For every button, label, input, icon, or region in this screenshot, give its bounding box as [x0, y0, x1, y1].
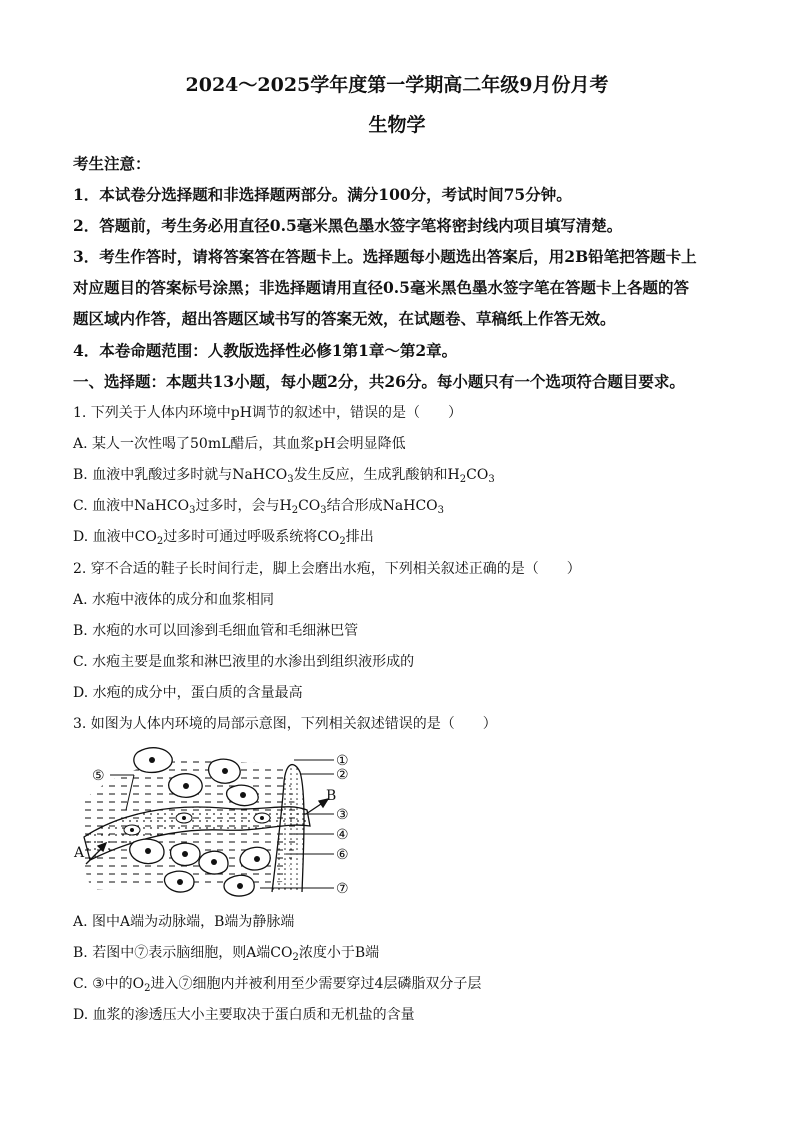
cell-nucleus: [237, 883, 243, 889]
q3-option-a: A. 图中A端为动脉端，B端为静脉端: [73, 914, 295, 930]
q2-option-c: C. 水疱主要是血浆和淋巴液里的水渗出到组织液形成的: [73, 654, 415, 670]
q3-c-text-1: C. ③中的O: [73, 976, 145, 992]
label-a: A: [74, 845, 85, 861]
q1-option-c: [73, 495, 444, 516]
q1-option-a: A. 某人一次性喝了50mL醋后，其血浆pH会明显降低: [73, 436, 406, 452]
cell-nucleus: [130, 828, 134, 832]
q1-b-text-2: 发生反应，生成乳酸钠和H: [293, 467, 460, 483]
q1-option-b: [73, 464, 495, 485]
q2-option-b: B. 水疱的水可以回渗到毛细血管和毛细淋巴管: [73, 623, 359, 639]
cell-nucleus: [182, 816, 186, 820]
label-6: ⑥: [336, 847, 349, 863]
q3-b-sub: 2: [292, 952, 299, 963]
q1-d-text-3: 排出: [345, 529, 374, 545]
section-heading: 一、选择题：本题共13小题，每小题2分，共26分。每小题只有一个选项符合题目要求。: [73, 372, 685, 391]
label-2: ②: [336, 767, 349, 783]
q1-c-sub-3: 3: [320, 505, 327, 516]
q3-c-text-2: 进入⑦细胞内并被利用至少需要穿过4层磷脂双分子层: [150, 976, 482, 992]
label-5: ⑤: [92, 768, 105, 784]
q1-d-text-2: 过多时可通过呼吸系统将CO: [163, 529, 340, 545]
cell-nucleus: [177, 879, 183, 885]
q3-b-text-2: 浓度小于B端: [298, 945, 380, 961]
cell-nucleus: [254, 856, 260, 862]
q1-option-d: [73, 526, 374, 547]
label-3: ③: [336, 807, 349, 823]
q1-c-sub-2: 2: [291, 505, 299, 516]
exam-title: 2024～2025学年度第一学期高二年级9月份月考: [185, 74, 609, 96]
notice-item-3: 3．考生作答时，请将答案答在答题卡上。选择题每小题选出答案后，用2B铅笔把答题卡上: [73, 247, 697, 266]
q1-b-sub-2: 2: [459, 474, 467, 485]
q3-option-c: [73, 973, 481, 994]
cell-nucleus: [240, 792, 246, 798]
q1-c-text-3: CO: [298, 498, 321, 514]
q1-b-sub-3: 3: [488, 474, 495, 485]
label-7: ⑦: [336, 881, 349, 897]
q2-stem: 2. 穿不合适的鞋子长时间行走，脚上会磨出水疱，下列相关叙述正确的是（ ）: [73, 561, 581, 577]
label-b: B: [326, 788, 337, 804]
label-4: ④: [336, 827, 349, 843]
internal-environment-diagram: [72, 742, 372, 902]
label-1: ①: [336, 753, 349, 769]
notice-item-3-cont-1: 对应题目的答案标号涂黑；非选择题请用直径0.5毫米黑色墨水签字笔在答题卡上各题的答: [73, 278, 689, 297]
subject-title: 生物学: [368, 114, 426, 136]
q1-c-text-4: 结合形成NaHCO: [326, 498, 438, 514]
q3-option-d: D. 血浆的渗透压大小主要取决于蛋白质和无机盐的含量: [73, 1007, 415, 1023]
q1-c-sub-4: 3: [437, 505, 445, 516]
q2-option-a: A. 水疱中液体的成分和血浆相同: [73, 592, 275, 608]
q1-d-text-1: D. 血液中CO: [73, 529, 157, 545]
q2-option-d: D. 水疱的成分中，蛋白质的含量最高: [73, 685, 303, 701]
q1-c-text-2: 过多时，会与H: [195, 498, 292, 514]
cell-nucleus: [183, 783, 189, 789]
q3-b-text-1: B. 若图中⑦表示脑细胞，则A端CO: [73, 945, 293, 961]
q1-b-text-1: B. 血液中乳酸过多时就与NaHCO: [73, 467, 288, 483]
q1-c-sub-1: 3: [189, 505, 196, 516]
q3-c-sub: 2: [144, 983, 151, 994]
notice-item-3-cont-2: 题区域内作答，超出答题区域书写的答案无效，在试题卷、草稿纸上作答无效。: [73, 309, 616, 328]
cell-nucleus: [149, 757, 155, 763]
q1-c-text-1: C. 血液中NaHCO: [73, 498, 190, 514]
q1-stem: 1. 下列关于人体内环境中pH调节的叙述中，错误的是（ ）: [73, 405, 462, 421]
notice-item-1: 1．本试卷分选择题和非选择题两部分。满分100分，考试时间75分钟。: [73, 185, 572, 204]
cell-nucleus: [182, 851, 188, 857]
q1-b-text-3: CO: [466, 467, 489, 483]
q1-d-sub-1: 2: [156, 536, 164, 547]
notice-item-2: 2．答题前，考生务必用直径0.5毫米黑色墨水签字笔将密封线内项目填写清楚。: [73, 216, 623, 235]
notice-item-4: 4．本卷命题范围：人教版选择性必修1第1章～第2章。: [73, 341, 458, 360]
notice-heading: 考生注意：: [73, 154, 151, 173]
q3-option-b: [73, 942, 379, 963]
q1-b-sub-1: 3: [287, 474, 294, 485]
cell-nucleus: [145, 848, 151, 854]
q1-d-sub-2: 2: [339, 536, 346, 547]
cell-nucleus: [211, 859, 217, 865]
q3-stem: 3. 如图为人体内环境的局部示意图，下列相关叙述错误的是（ ）: [73, 716, 497, 732]
cell-nucleus: [260, 816, 264, 820]
cell-nucleus: [222, 768, 228, 774]
